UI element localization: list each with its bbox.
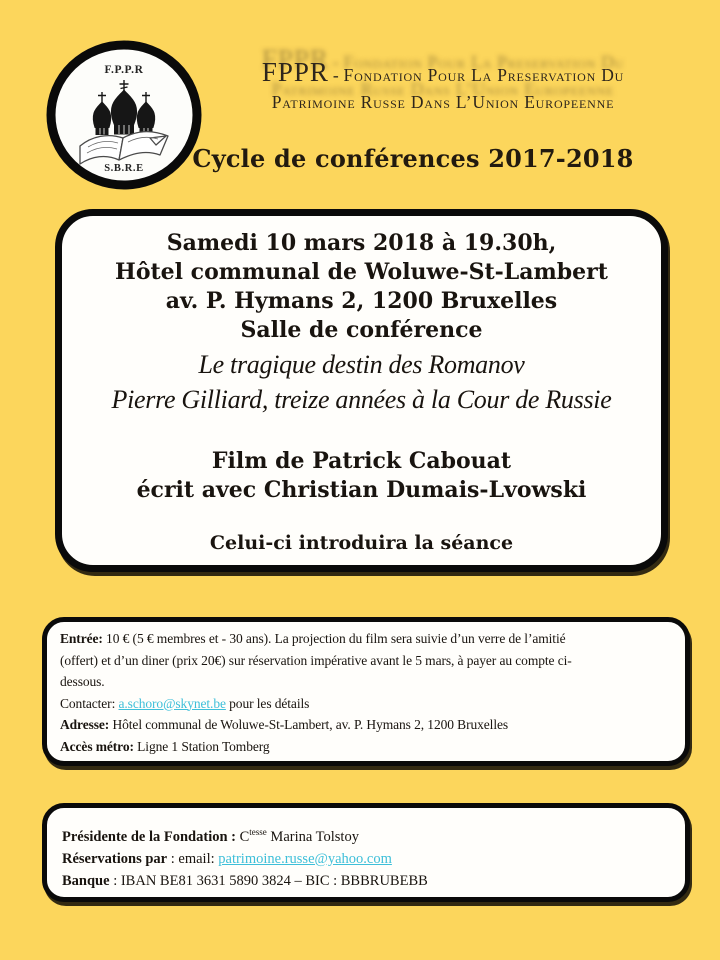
logo-bottom-text: S.B.R.E	[104, 163, 144, 174]
film-credit-line1: Film de Patrick Cabouat	[211, 448, 512, 474]
reservations-line	[62, 848, 670, 870]
entry-line1	[60, 628, 673, 650]
metro-line	[60, 736, 673, 758]
entry-label: Entrée:	[60, 631, 103, 646]
entry-line3: dessous.	[60, 674, 105, 689]
event-address: av. P. Hymans 2, 1200 Bruxelles	[165, 288, 558, 314]
event-venue: Hôtel communal de Woluwe-St-Lambert	[115, 259, 608, 285]
bank-label: Banque	[62, 872, 110, 889]
reservations-email-link[interactable]: patrimoine.russe@yahoo.com	[218, 850, 392, 867]
bank-text: : IBAN BE81 3631 5890 3824 – BIC : BBBRUBEBB	[109, 872, 428, 889]
event-room: Salle de conférence	[240, 317, 483, 343]
footer-box	[42, 803, 690, 902]
president-label: Présidente de la Fondation :	[62, 828, 236, 845]
bank-line	[62, 870, 670, 892]
contact-suffix: pour les détails	[225, 695, 310, 711]
metro-text: Ligne 1 Station Tomberg	[133, 738, 270, 754]
film-credit-line2: écrit avec Christian Dumais-Lvowski	[136, 477, 587, 503]
address-text: Hôtel communal de Woluwe-St-Lambert, av. P. Hymans 2, 1200 Bruxelles	[109, 717, 509, 732]
info-box	[42, 617, 690, 766]
film-title-line2: Pierre Gilliard, treize années à la Cour de Russie	[111, 385, 612, 414]
address-line	[60, 714, 673, 736]
org-separator: -	[332, 65, 340, 85]
entry-line2: (offert) et d’un diner (prix 20€) sur réservation impérative avant le 5 mars, à payer au compte ci-	[60, 652, 572, 668]
address-label: Adresse:	[60, 717, 110, 732]
reservations-mid: : email:	[167, 850, 219, 867]
president-line	[62, 821, 670, 848]
film-title-line1: Le tragique destin des Romanov	[198, 350, 525, 379]
intro-note: Celui-ci introduira la séance	[209, 532, 514, 554]
president-name: Marina Tolstoy	[266, 828, 359, 845]
event-box	[55, 209, 668, 572]
metro-label: Accès métro:	[60, 738, 134, 754]
contact-line	[60, 693, 673, 715]
org-name-line2: Patrimoine Russe Dans L’Union Europeenne	[271, 92, 615, 112]
org-abbr: FPPR	[261, 57, 329, 87]
contact-email-link[interactable]: a.schoro@skynet.be	[118, 695, 226, 711]
event-date: Samedi 10 mars 2018 à 19.30h,	[166, 230, 557, 256]
foundation-logo	[46, 40, 202, 190]
president-pre: C	[236, 828, 250, 845]
contact-prefix: Contacter:	[60, 695, 119, 711]
entry-text1: 10 € (5 € membres et - 30 ans). La projection du film sera suivie d’un verre de l’amitié	[102, 631, 566, 646]
series-title: Cycle de conférences 2017-2018	[192, 144, 634, 173]
org-name-part1: Fondation Pour La Preservation Du	[343, 65, 625, 85]
org-name-block	[210, 57, 676, 113]
president-sup: tesse	[249, 827, 267, 837]
org-name-line1	[210, 57, 676, 92]
logo-top-text: F.P.P.R	[104, 64, 144, 76]
reservations-label: Réservations par	[62, 850, 168, 867]
